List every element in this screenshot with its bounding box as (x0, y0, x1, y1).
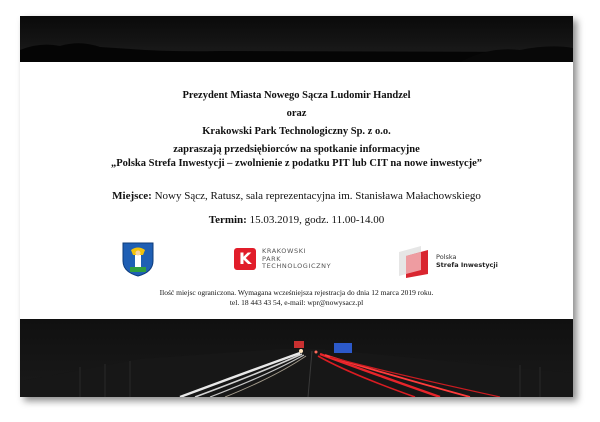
krakowski-park-technologiczny-logo (234, 247, 354, 271)
conjunction-line: oraz (286, 108, 307, 119)
pse-mark-icon (396, 244, 432, 278)
registration-note: Ilość miejsc ograniczona. Wymagana wcześniejsza rejestracja do dnia 12 marca 2019 roku. (159, 288, 434, 297)
place-value: Nowy Sącz, Ratusz, sala reprezentacyjna im. Stanisława Małachowskiego (151, 190, 481, 202)
event-title: „Polska Strefa Inwestycji – zwolnienie z podatku PIT lub CIT na nowe inwestycje” (110, 158, 483, 169)
term-label: Termin: (208, 214, 247, 226)
term-value: 15.03.2019, godz. 11.00-14.00 (246, 214, 385, 226)
night-sky-banner (20, 16, 573, 62)
place-label: Miejsce: (112, 190, 152, 202)
contact-info: tel. 18 443 43 54, e-mail: wpr@nowysacz.pl (229, 298, 364, 307)
host-line: Prezydent Miasta Nowego Sącza Ludomir Handzel (182, 90, 411, 101)
highway-night-photo (20, 319, 573, 397)
kpt-logo-text: KRAKOWSKI PARK TECHNOLOGICZNY (262, 247, 332, 270)
invitation-content (20, 62, 573, 319)
co-host-line: Krakowski Park Technologiczny Sp. z o.o. (202, 126, 391, 137)
invitation-card (20, 16, 573, 397)
invitation-line: zapraszają przedsiębiorców na spotkanie informacyjne (173, 144, 420, 155)
kpt-mark-icon: K (234, 248, 256, 270)
nowy-sacz-crest-logo (121, 241, 155, 277)
tree-silhouette (20, 16, 573, 62)
polska-strefa-inwestycji-logo (396, 244, 506, 278)
pse-logo-text: Polska Strefa Inwestycji (436, 253, 498, 269)
term-row (20, 214, 573, 226)
place-row (20, 190, 573, 202)
